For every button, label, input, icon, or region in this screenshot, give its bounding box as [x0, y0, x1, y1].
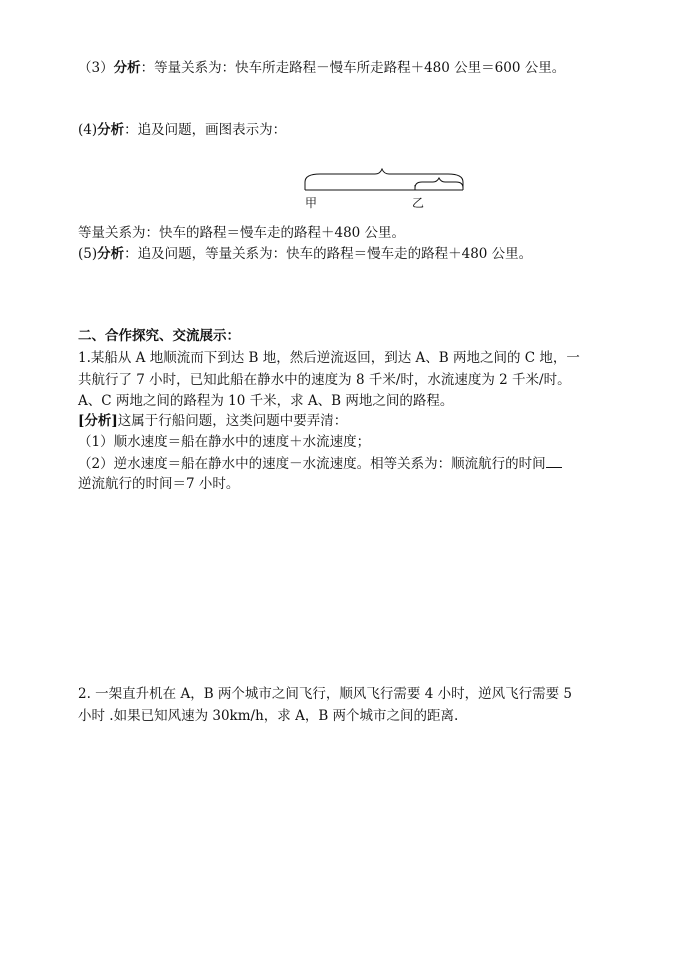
- problem-1-point-2-text: （2）逆水速度＝船在静水中的速度－水流速度。相等关系为：顺流航行的时间: [78, 456, 546, 472]
- analysis-4-text: ：追及问题，画图表示为：: [124, 122, 287, 138]
- diagram-label-yi: 乙: [412, 196, 425, 210]
- analysis-5-prefix: (5): [78, 246, 98, 262]
- analysis-3: [78, 58, 565, 78]
- analysis-4-relation: 等量关系为：快车的路程＝慢车走的路程＋480 公里。: [78, 225, 406, 241]
- diagram-label-jia: 甲: [305, 196, 318, 210]
- chase-diagram: [300, 168, 470, 196]
- problem-1-line-2: 共航行了 7 小时，已知此船在静水中的速度为 8 千米/时，水流速度为 2 千米/时。: [78, 372, 571, 388]
- problem-1-point-2-cont: 逆流航行的时间＝7 小时。: [78, 476, 240, 492]
- problem-2-line-1: 2. 一架直升机在 A，B 两个城市之间飞行，顺风飞行需要 4 小时，逆风飞行需要 5: [78, 686, 572, 702]
- problem-1-point-2: [78, 453, 562, 474]
- problem-1-line-1: 1.某船从 A 地顺流而下到达 B 地，然后逆流返回，到达 A、B 两地之间的 C 地，一: [78, 350, 580, 366]
- analysis-3-label: 分析: [113, 60, 141, 76]
- problem-1-point-1: （1）顺水速度＝船在静水中的速度＋水流速度；: [78, 434, 371, 450]
- analysis-5-label: 分析: [97, 246, 125, 262]
- fill-in-blank[interactable]: [546, 453, 562, 468]
- problem-1-line-3: A、C 两地之间的路程为 10 千米，求 A、B 两地之间的路程。: [78, 393, 454, 409]
- problem-1-analysis: [78, 411, 347, 431]
- analysis-3-prefix: （3）: [78, 60, 114, 76]
- analysis-4-label: 分析: [97, 122, 125, 138]
- analysis-5-text: ：追及问题，等量关系为：快车的路程＝慢车走的路程＋480 公里。: [124, 246, 533, 262]
- problem-1-analysis-text: 这属于行船问题，这类问题中要弄清：: [117, 413, 348, 429]
- problem-1-analysis-label: [分析]: [78, 413, 118, 429]
- analysis-4: [78, 120, 286, 140]
- section-2-heading: 二、合作探究、交流展示：: [78, 328, 240, 344]
- analysis-3-text: ：等量关系为：快车所走路程－慢车所走路程＋480 公里＝600 公里。: [140, 60, 566, 76]
- analysis-4-prefix: (4): [78, 122, 98, 138]
- analysis-5: [78, 244, 532, 264]
- problem-2-line-2: 小时 .如果已知风速为 30km/h，求 A，B 两个城市之间的距离.: [78, 708, 459, 724]
